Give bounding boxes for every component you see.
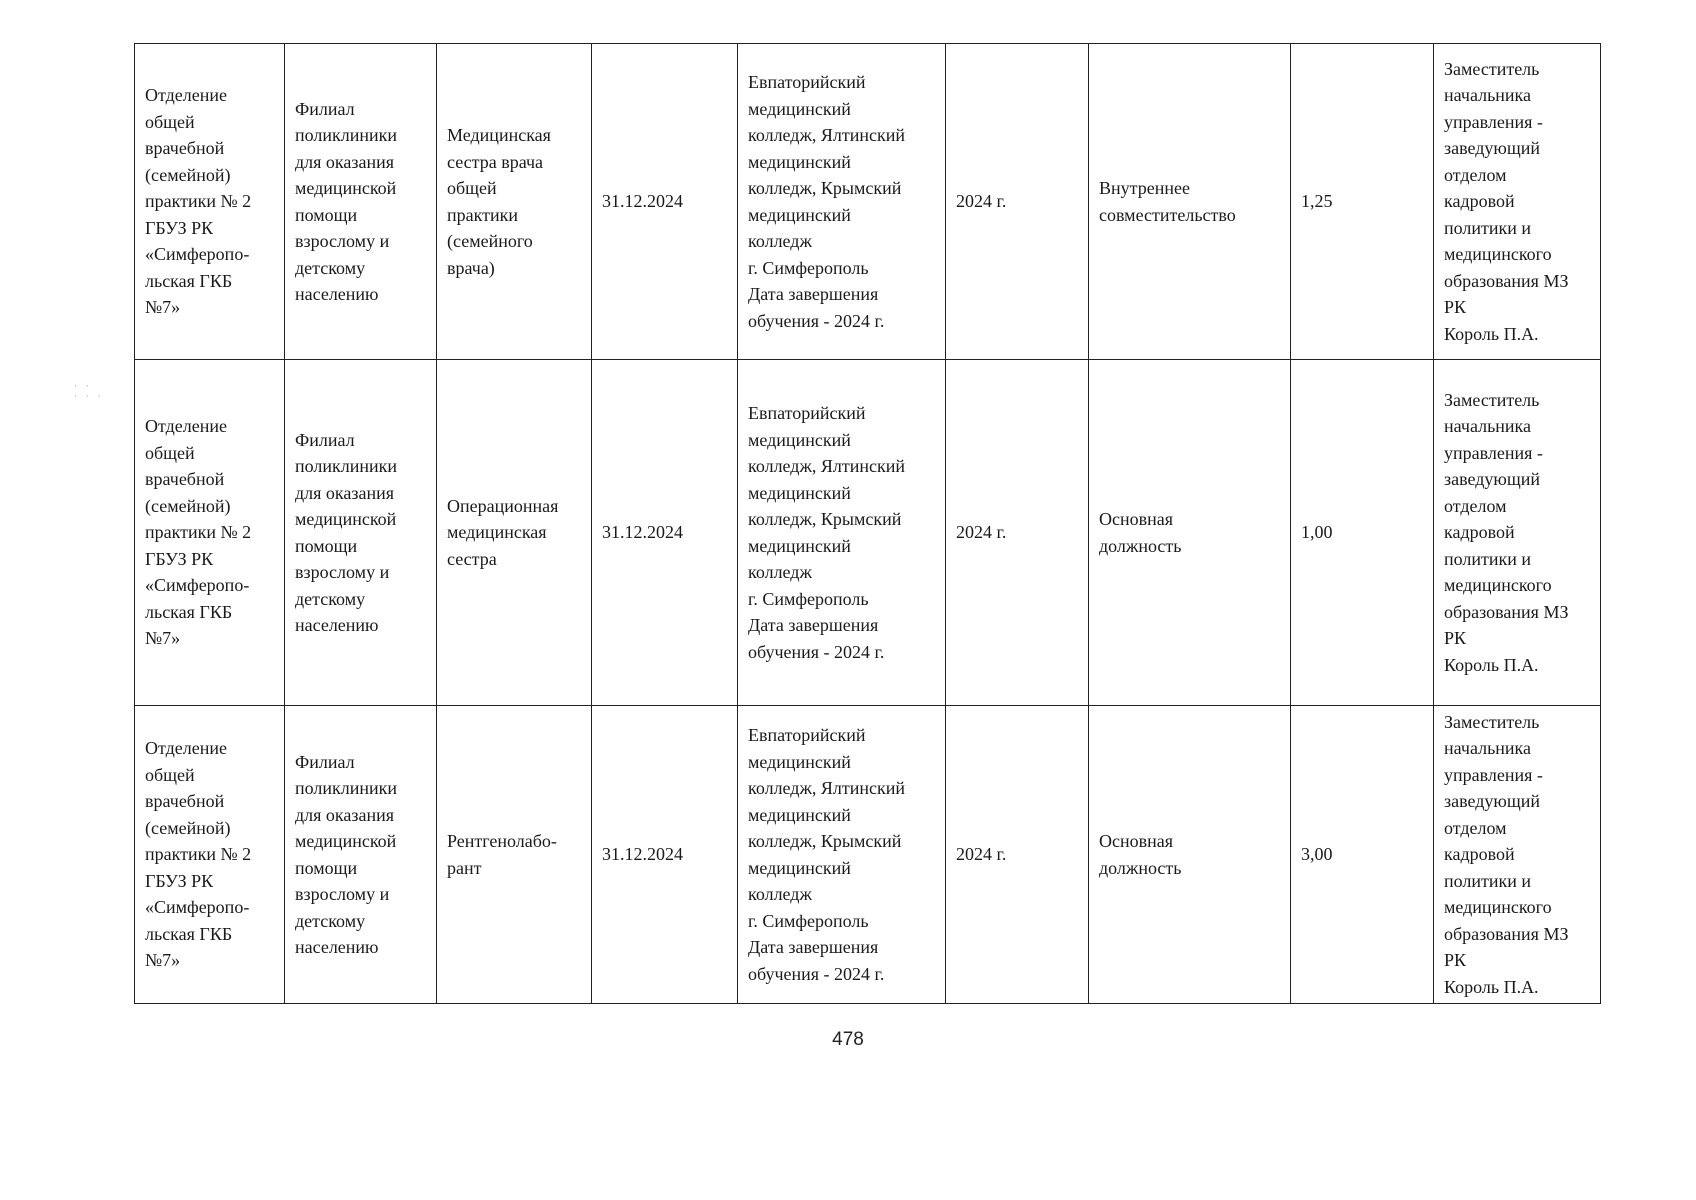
branch-cell: Филиал поликлиники для оказания медицинской помощи взрослому и детскому населению — [285, 706, 437, 1004]
position-cell: Рентгенолабо- рант — [437, 706, 592, 1004]
responsible-person-cell: Заместитель начальника управления - заведующий отделом кадровой политики и медицинского образования МЗ РК Король П.А. — [1434, 360, 1601, 706]
table-row — [135, 44, 1601, 360]
table-row — [135, 706, 1601, 1004]
table-row — [135, 360, 1601, 706]
employment-type-cell: Основная должность — [1089, 360, 1291, 706]
page-number: 478 — [832, 1029, 864, 1050]
rate-cell: 1,00 — [1291, 360, 1434, 706]
position-cell: Операционная медицинская сестра — [437, 360, 592, 706]
college-cell: Евпаторийский медицинский колледж, Ялтинский медицинский колледж, Крымский медицинский колледж г. Симферополь Дата завершения обучения - 2024 г. — [738, 44, 946, 360]
position-cell: Медицинская сестра врача общей практики (семейного врача) — [437, 44, 592, 360]
vacancy-table — [134, 43, 1601, 1004]
employment-type-cell: Основная должность — [1089, 706, 1291, 1004]
branch-cell: Филиал поликлиники для оказания медицинской помощи взрослому и детскому населению — [285, 44, 437, 360]
responsible-person-cell: Заместитель начальника управления - заведующий отделом кадровой политики и медицинского образования МЗ РК Король П.А. — [1434, 44, 1601, 360]
responsible-person-cell: Заместитель начальника управления - заведующий отделом кадровой политики и медицинского образования МЗ РК Король П.А. — [1434, 706, 1601, 1004]
year-cell: 2024 г. — [946, 44, 1089, 360]
year-cell: 2024 г. — [946, 360, 1089, 706]
department-cell: Отделение общей врачебной (семейной) практики № 2 ГБУЗ РК «Симферопо- льская ГКБ №7» — [135, 44, 285, 360]
branch-cell: Филиал поликлиники для оказания медицинской помощи взрослому и детскому населению — [285, 360, 437, 706]
date-cell: 31.12.2024 — [592, 44, 738, 360]
college-cell: Евпаторийский медицинский колледж, Ялтинский медицинский колледж, Крымский медицинский колледж г. Симферополь Дата завершения обучения - 2024 г. — [738, 706, 946, 1004]
rate-cell: 1,25 — [1291, 44, 1434, 360]
college-cell: Евпаторийский медицинский колледж, Ялтинский медицинский колледж, Крымский медицинский колледж г. Симферополь Дата завершения обучения - 2024 г. — [738, 360, 946, 706]
department-cell: Отделение общей врачебной (семейной) практики № 2 ГБУЗ РК «Симферопо- льская ГКБ №7» — [135, 360, 285, 706]
department-cell: Отделение общей врачебной (семейной) практики № 2 ГБУЗ РК «Симферопо- льская ГКБ №7» — [135, 706, 285, 1004]
scan-artifact: · · · · · — [74, 382, 104, 402]
year-cell: 2024 г. — [946, 706, 1089, 1004]
employment-type-cell: Внутреннее совместительство — [1089, 44, 1291, 360]
date-cell: 31.12.2024 — [592, 706, 738, 1004]
rate-cell: 3,00 — [1291, 706, 1434, 1004]
date-cell: 31.12.2024 — [592, 360, 738, 706]
